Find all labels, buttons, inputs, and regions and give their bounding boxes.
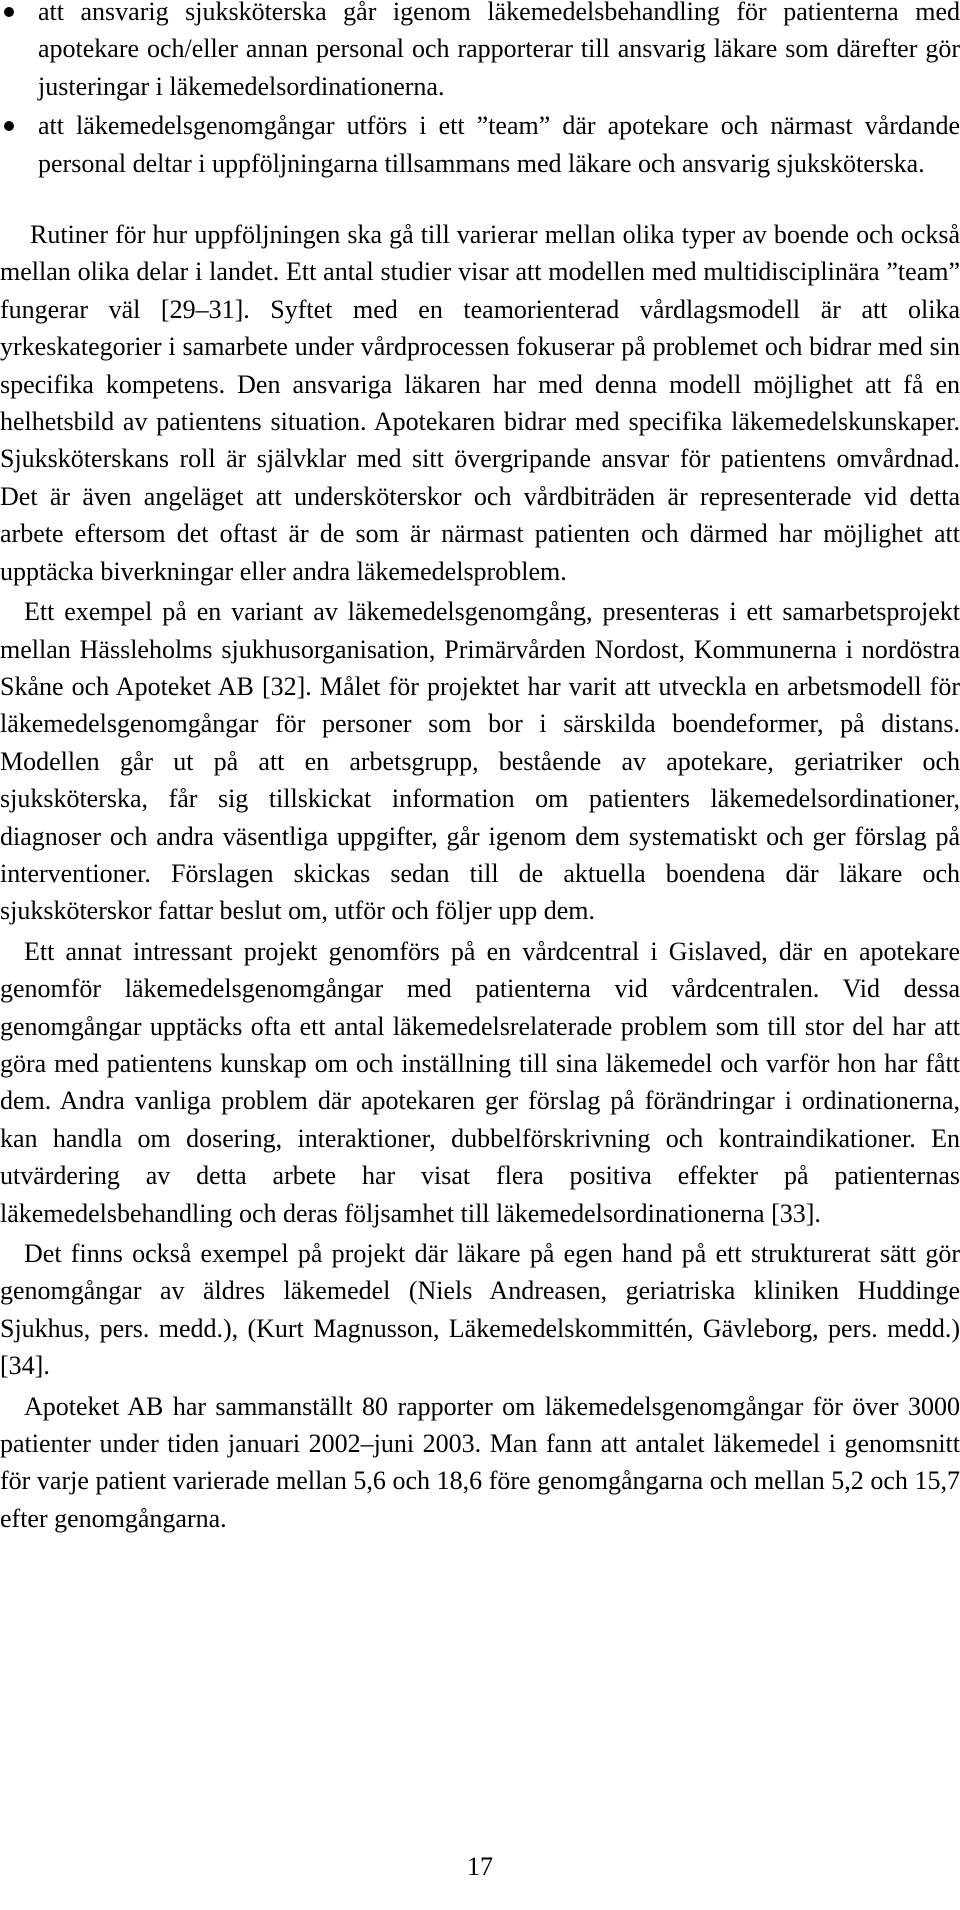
page-number: 17 bbox=[467, 1852, 493, 1881]
paragraph: Det finns också exempel på projekt där läkare på egen hand på ett strukturerat sätt gör genomgångar av äldres läkemedel (Niels Andreasen, geriatriska kliniken Huddinge Sjukhus, pers. medd.), (Kurt Magnusson, Läkemedelskommittén, Gävleborg, pers. medd.) [34]. bbox=[0, 1239, 960, 1381]
bullet-item bbox=[0, 0, 960, 105]
bullet-item bbox=[0, 107, 960, 182]
bullet-list bbox=[0, 0, 960, 182]
paragraph: Ett annat intressant projekt genomförs på en vårdcentral i Gislaved, där en apotekare genomför läkemedelsgenomgångar med patienterna vid vårdcentralen. Vid dessa genomgångar upptäcks ofta ett antal läkemedelsrelaterade problem som till stor del har att göra med patientens kunskap om och inställning till sina läkemedel och varför hon har fått dem. Andra vanliga problem där apotekaren ger förslag på förändringar i ordinationerna, kan handla om dosering, interaktioner, dubbelförskrivning och kontraindikationer. En utvärdering av detta arbete har visat flera positiva effekter på patienternas läkemedelsbehandling och deras följsamhet till läkemedelsordinationerna [33]. bbox=[0, 936, 960, 1228]
paragraph: Ett exempel på en variant av läkemedelsgenomgång, presenteras i ett samarbetsprojekt mellan Hässleholms sjukhusorganisation, Primärvården Nordost, Kommunerna i nordöstra Skåne och Apoteket AB [32]. Målet för projektet har varit att utveckla en arbetsmodell för läkemedelsgenomgångar för personer som bor i särskilda boendeformer, på distans. Modellen går ut på att en arbetsgrupp, bestående av apotekare, geriatriker och sjuksköterska, får sig tillskickat information om patienters läkemedelsordinationer, diagnoser och andra väsentliga uppgifter, går igenom dem systematiskt och ger förslag på interventioner. Förslagen skickas sedan till de aktuella boendena där läkare och sjuksköterskor fattar beslut om, utför och följer upp dem. bbox=[0, 597, 960, 926]
paragraph: Rutiner för hur uppföljningen ska gå till varierar mellan olika typer av boende och också mellan olika delar i landet. Ett antal studier visar att modellen med multidisciplinära ”team” fungerar väl [29–31]. Syftet med en teamorienterad vårdlagsmodell är att olika yrkeskategorier i samarbete under vårdprocessen fokuserar på problemet och bidrar med sin specifika kompetens. Den ansvariga läkaren har med denna modell möjlighet att få en helhetsbild av patientens situation. Apotekaren bidrar med specifika läkemedelskunskaper. Sjuksköterskans roll är självklar med sitt övergripande ansvar för patientens omvårdnad. Det är även angeläget att undersköterskor och vårdbiträden är representerade vid detta arbete eftersom det oftast är de som är närmast patienten och därmed har möjlighet att upptäcka biverkningar eller andra läkemedelsproblem. bbox=[0, 220, 960, 586]
bullet-text: att läkemedelsgenomgångar utförs i ett ”team” där apotekare och närmast vårdande personal deltar i uppföljningarna tillsammans med läkare och ansvarig sjuksköterska. bbox=[38, 111, 960, 178]
bullet-text: att ansvarig sjuksköterska går igenom läkemedelsbehandling för patienterna med apotekare och/eller annan personal och rapporterar till ansvarig läkare som därefter gör justeringar i läkemedelsordinationerna. bbox=[38, 0, 960, 101]
bullet-icon bbox=[4, 7, 14, 17]
paragraph: Apoteket AB har sammanställt 80 rapporter om läkemedelsgenomgångar för över 3000 patienter under tiden januari 2002–juni 2003. Man fann att antalet läkemedel i genomsnitt för varje patient varierade mellan 5,6 och 18,6 före genomgångarna och mellan 5,2 och 15,7 efter genomgångarna. bbox=[0, 1391, 960, 1533]
bullet-icon bbox=[4, 121, 14, 131]
